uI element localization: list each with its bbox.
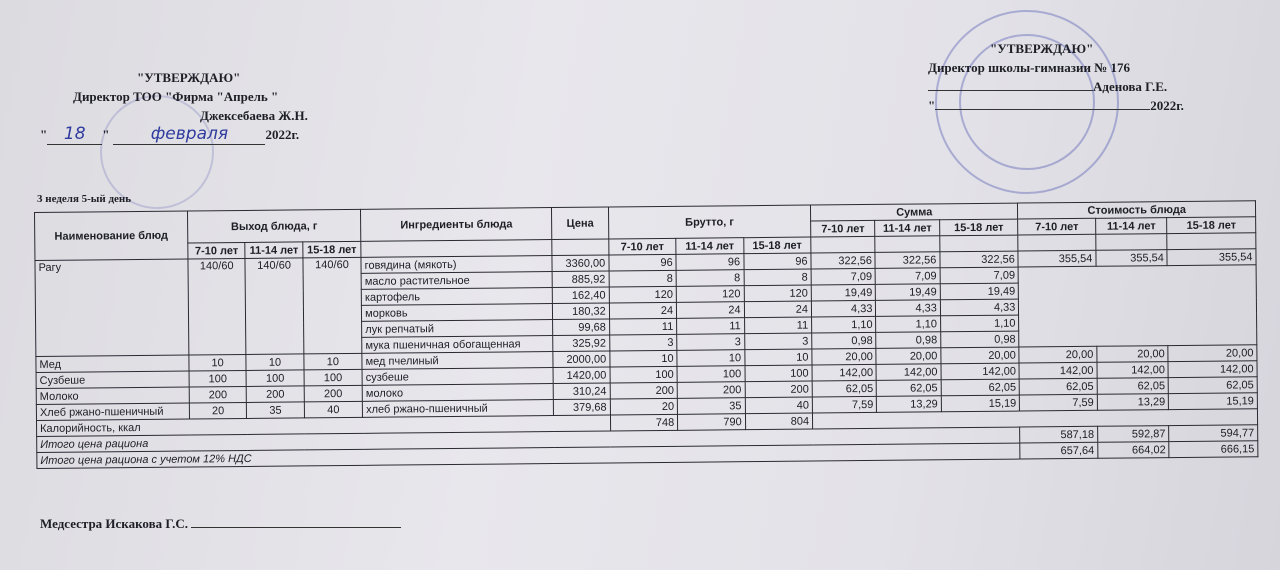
dish-yield: 10	[304, 353, 363, 370]
sum-value: 20,00	[876, 348, 941, 365]
cost-empty	[1018, 265, 1256, 347]
brutto-value: 120	[609, 286, 677, 303]
cost-value: 7,59	[1020, 394, 1098, 411]
dish-name: Сузбеше	[36, 371, 189, 388]
cost-value: 20,00	[1168, 345, 1257, 362]
brutto-value: 100	[745, 365, 813, 382]
header-sum: Сумма	[811, 203, 1018, 221]
header-yield-age: 15-18 лет	[303, 241, 362, 258]
sum-value: 19,49	[876, 284, 941, 301]
sum-value: 142,00	[941, 363, 1020, 380]
ingredient-name: говядина (мякоть)	[361, 256, 552, 274]
brutto-value: 11	[744, 317, 812, 334]
cost-value: 15,19	[1169, 393, 1258, 410]
header-dish-name: Наименование блюд	[35, 211, 188, 260]
date-month: февраля	[113, 125, 265, 145]
sum-value: 7,09	[940, 267, 1019, 284]
menu-table	[34, 200, 1258, 469]
header-yield-age: 7-10 лет	[188, 242, 246, 259]
brutto-value: 11	[677, 318, 745, 335]
brutto-value: 35	[677, 398, 745, 415]
brutto-value: 120	[676, 286, 744, 303]
sum-value: 19,49	[940, 283, 1019, 300]
ingredient-price: 1420,00	[553, 367, 610, 384]
brutto-value: 100	[610, 366, 678, 383]
total-value: 592,87	[1097, 426, 1169, 443]
sum-value: 4,33	[940, 299, 1019, 316]
sum-value: 7,59	[812, 396, 877, 413]
sum-value: 20,00	[941, 347, 1020, 364]
sum-value: 142,00	[876, 364, 941, 381]
ingredient-name: сузбеше	[362, 368, 553, 386]
header-empty	[875, 236, 940, 253]
calories-label: Калорийность, ккал	[37, 415, 611, 437]
brutto-value: 10	[677, 350, 745, 367]
cost-value: 62,05	[1020, 378, 1098, 395]
vat-total-value: 657,64	[1020, 442, 1098, 459]
header-brutto-age: 7-10 лет	[609, 238, 677, 255]
sum-value: 4,33	[876, 300, 941, 317]
dish-yield: 35	[247, 402, 305, 419]
brutto-value: 96	[609, 254, 677, 271]
dish-name: Мед	[36, 355, 189, 372]
ingredient-price: 162,40	[553, 287, 610, 304]
sum-value: 322,56	[875, 252, 940, 269]
brutto-value: 11	[609, 318, 677, 335]
brutto-value: 24	[677, 302, 745, 319]
dish-yield: 200	[189, 386, 247, 403]
brutto-value: 96	[676, 254, 744, 271]
ingredient-price: 310,24	[554, 383, 611, 400]
ingredient-name: морковь	[362, 304, 553, 322]
dish-yield: 40	[304, 401, 363, 418]
ingredient-name: мука пшеничная обогащенная	[362, 336, 553, 354]
header-sum-age: 11-14 лет	[875, 220, 940, 237]
dish-yield: 100	[246, 370, 304, 387]
brutto-value: 8	[744, 269, 812, 286]
ingredient-price: 3360,00	[552, 255, 609, 272]
cost-value: 20,00	[1019, 346, 1097, 363]
ingredient-price: 885,92	[552, 271, 609, 288]
ingredient-name: молоко	[362, 384, 553, 402]
sum-value: 7,09	[876, 268, 941, 285]
header-sum-age: 7-10 лет	[811, 220, 876, 237]
brutto-value: 200	[677, 382, 745, 399]
nurse-label: Медсестра Искакова Г.С.	[40, 516, 189, 531]
brutto-value: 120	[744, 285, 812, 302]
cost-value: 142,00	[1097, 362, 1169, 379]
sum-value: 13,29	[877, 396, 942, 413]
cost-value: 62,05	[1097, 378, 1169, 395]
ingredient-price: 379,68	[554, 399, 611, 416]
cost-value: 142,00	[1019, 362, 1097, 379]
nurse-signature-line	[40, 516, 401, 532]
header-cost-age: 7-10 лет	[1018, 218, 1096, 235]
brutto-value: 3	[677, 334, 745, 351]
header-sum-age: 15-18 лет	[940, 219, 1019, 236]
vat-total-value: 666,15	[1169, 441, 1258, 458]
cost-value: 355,54	[1018, 250, 1096, 267]
ingredient-price: 180,32	[553, 303, 610, 320]
ingredient-name: масло растительное	[361, 272, 552, 290]
sum-value: 7,09	[811, 268, 876, 285]
header-yield-age: 11-14 лет	[245, 242, 303, 259]
brutto-value: 24	[744, 301, 812, 318]
brutto-value: 8	[676, 270, 744, 287]
brutto-value: 10	[610, 350, 678, 367]
dish-yield: 200	[304, 385, 363, 402]
approval-position: Директор школы-гимназии № 176	[928, 60, 1131, 75]
dish-yield: 10	[246, 354, 304, 371]
approval-block-left	[40, 68, 308, 145]
sum-value: 62,05	[941, 379, 1020, 396]
brutto-total: 748	[610, 414, 678, 431]
approval-name: Джексебаева Ж.Н.	[200, 108, 308, 123]
sum-value: 0,98	[812, 332, 877, 349]
header-brutto-age: 15-18 лет	[743, 237, 811, 254]
cost-value: 20,00	[1097, 346, 1169, 363]
brutto-value: 100	[677, 366, 745, 383]
dish-name: Рагу	[35, 259, 189, 356]
header-empty	[552, 239, 609, 256]
dish-yield: 200	[247, 386, 305, 403]
header-brutto-age: 11-14 лет	[676, 238, 744, 255]
total-value: 587,18	[1020, 426, 1098, 443]
sum-value: 1,10	[876, 316, 941, 333]
sum-value: 0,98	[876, 332, 941, 349]
ingredient-price: 2000,00	[553, 351, 610, 368]
approval-block-right	[928, 39, 1184, 115]
cost-value: 355,54	[1096, 250, 1168, 267]
ingredient-name: мед пчелиный	[362, 352, 553, 370]
sum-value: 0,98	[941, 331, 1020, 348]
header-empty	[1018, 234, 1096, 251]
sum-value: 19,49	[811, 284, 876, 301]
ingredient-name: картофель	[361, 288, 552, 306]
dish-yield: 20	[189, 402, 247, 419]
sum-value: 1,10	[940, 315, 1019, 332]
approval-position: Директор ТОО "Фирма "Апрель "	[73, 89, 279, 104]
header-ingredients: Ингредиенты блюда	[361, 208, 553, 242]
approval-title: "УТВЕРЖДАЮ"	[137, 70, 241, 85]
dish-yield: 140/60	[245, 258, 303, 355]
dish-yield: 100	[189, 370, 247, 387]
cost-value: 62,05	[1168, 377, 1257, 394]
brutto-total: 804	[745, 413, 813, 430]
header-empty	[361, 240, 552, 258]
dish-name: Хлеб ржано-пшеничный	[36, 403, 189, 420]
total-label: Итого цена рациона	[37, 427, 1020, 452]
brutto-value: 8	[609, 270, 677, 287]
brutto-value: 20	[610, 398, 678, 415]
vat-total-value: 664,02	[1098, 442, 1170, 459]
sum-value: 20,00	[812, 348, 877, 365]
approval-date: " 2022г.	[928, 98, 1184, 113]
header-empty	[811, 236, 876, 253]
sum-value: 62,05	[877, 380, 942, 397]
approval-name-row	[928, 77, 1184, 96]
header-brutto: Брутто, г	[608, 205, 811, 239]
dish-yield: 140/60	[303, 257, 362, 354]
date-year: 2022г.	[265, 127, 300, 142]
brutto-value: 3	[609, 334, 677, 351]
header-cost: Стоимость блюда	[1018, 201, 1256, 219]
header-cost-age: 15-18 лет	[1167, 217, 1256, 234]
brutto-value: 200	[610, 382, 678, 399]
ingredient-price: 325,92	[553, 335, 610, 352]
brutto-value: 24	[609, 302, 677, 319]
sum-value: 1,10	[812, 316, 877, 333]
sum-value: 142,00	[812, 364, 877, 381]
header-price: Цена	[552, 207, 609, 240]
cost-value: 142,00	[1168, 361, 1257, 378]
ingredient-name: хлеб ржано-пшеничный	[362, 400, 553, 418]
ingredient-name: лук репчатый	[362, 320, 553, 338]
brutto-value: 200	[745, 381, 813, 398]
header-cost-age: 11-14 лет	[1096, 218, 1168, 235]
sum-value: 15,19	[941, 395, 1020, 412]
date-day: 18	[47, 125, 102, 145]
brutto-value: 40	[745, 397, 813, 414]
cost-value: 355,54	[1167, 249, 1256, 266]
dish-yield: 10	[189, 354, 247, 371]
vat-total-label: Итого цена рациона с учетом 12% НДС	[37, 443, 1020, 468]
date-year: 2022г.	[1150, 98, 1184, 113]
ingredient-price: 99,68	[553, 319, 610, 336]
sum-value: 322,56	[811, 252, 876, 269]
dish-name: Молоко	[36, 387, 189, 404]
cost-value: 13,29	[1097, 394, 1169, 411]
approval-name: Аденова Г.Е.	[1093, 79, 1168, 94]
total-value: 594,77	[1169, 425, 1258, 442]
brutto-value: 10	[744, 349, 812, 366]
sum-value: 4,33	[811, 300, 876, 317]
header-empty	[1096, 234, 1168, 251]
week-day-label: 3 неделя 5-ый день	[37, 193, 132, 205]
sum-value: 322,56	[940, 251, 1019, 268]
header-empty	[940, 235, 1019, 252]
header-empty	[1167, 233, 1256, 250]
dish-yield: 140/60	[188, 258, 246, 355]
approval-date: " 18 " февраля 2022г.	[40, 124, 300, 144]
sum-value: 62,05	[812, 380, 877, 397]
approval-title: "УТВЕРЖДАЮ"	[990, 41, 1094, 56]
brutto-value: 3	[744, 333, 812, 350]
dish-yield: 100	[304, 369, 363, 386]
brutto-total: 790	[678, 414, 746, 431]
header-yield: Выход блюда, г	[187, 209, 360, 243]
brutto-value: 96	[744, 253, 812, 270]
